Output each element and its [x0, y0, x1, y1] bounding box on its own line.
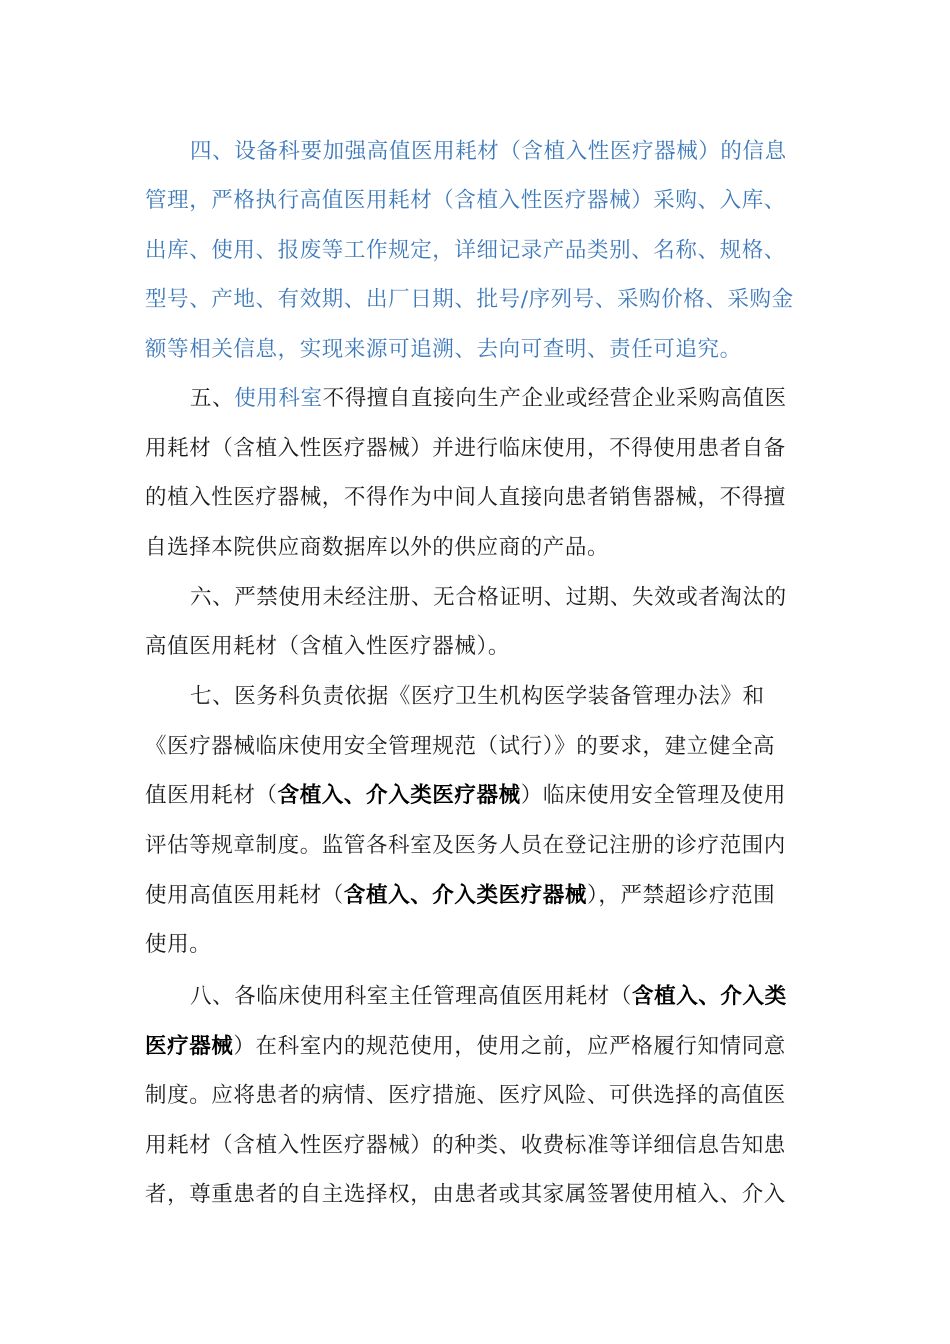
paragraph-8-line-4 [145, 1131, 786, 1161]
paragraph-4-line-5 [145, 335, 742, 365]
text-span: 《医疗器械临床使用安全管理规范（试行）》的要求，建立健全高 [145, 734, 776, 759]
paragraph-5-line-4 [145, 533, 609, 563]
text-span: 不得擅自直接向生产企业或经营企业采购高值医 [322, 386, 787, 411]
text-span-bold: 医疗器械 [145, 1034, 234, 1059]
paragraph-4-line-3 [145, 236, 786, 266]
text-span: ）临床使用安全管理及使用 [520, 783, 786, 808]
text-span: 使用高值医用耗材（ [145, 883, 344, 908]
text-span-highlight: 使用科室 [234, 386, 323, 411]
paragraph-8-line-2 [145, 1032, 786, 1062]
text-span: 八、各临床使用科室主任管理高值医用耗材（ [190, 984, 633, 1009]
text-span-bold: 含植入、介入类医疗器械 [343, 883, 588, 908]
text-span: 用耗材（含植入性医疗器械）的种类、收费标准等详细信息告知患 [145, 1133, 786, 1158]
paragraph-5-line-3 [145, 483, 786, 513]
text-span: 五、 [190, 386, 235, 411]
paragraph-8-line-3 [145, 1081, 786, 1111]
text-span: 评估等规章制度。监管各科室及医务人员在登记注册的诊疗范围内 [145, 833, 786, 858]
text-span: 型号、产地、有效期、出厂日期、批号/序列号、采购价格、采购金 [145, 287, 794, 312]
text-span: 制度。应将患者的病情、医疗措施、医疗风险、可供选择的高值医 [145, 1083, 786, 1108]
text-span: ）在科室内的规范使用，使用之前，应严格履行知情同意 [233, 1034, 786, 1059]
text-span: 管理，严格执行高值医用耗材（含植入性医疗器械）采购、入库、 [145, 188, 786, 213]
text-span: 出库、使用、报废等工作规定，详细记录产品类别、名称、规格、 [145, 238, 786, 263]
paragraph-5-line-1 [190, 384, 787, 414]
paragraph-8-line-5 [145, 1180, 786, 1210]
paragraph-6-line-2 [145, 632, 510, 662]
paragraph-4-line-2 [145, 186, 786, 216]
text-span: 值医用耗材（ [145, 783, 278, 808]
paragraph-8-line-1 [190, 982, 787, 1012]
text-span: 额等相关信息，实现来源可追溯、去向可查明、责任可追究。 [145, 337, 742, 362]
text-span: 者，尊重患者的自主选择权，由患者或其家属签署使用植入、介入 [145, 1182, 786, 1207]
text-span: ），严禁超诊疗范围 [587, 883, 776, 908]
text-span: 的植入性医疗器械，不得作为中间人直接向患者销售器械，不得擅 [145, 485, 786, 510]
text-span-bold: 含植入、介入类医疗器械 [277, 783, 521, 808]
text-span: 六、严禁使用未经注册、无合格证明、过期、失效或者淘汰的 [190, 585, 787, 610]
text-span: 七、医务科负责依据《医疗卫生机构医学装备管理办法》和 [190, 684, 765, 709]
text-span-bold: 含植入、介入类 [632, 984, 787, 1009]
text-span: 高值医用耗材（含植入性医疗器械）。 [145, 634, 510, 659]
text-span: 使用。 [145, 932, 212, 957]
paragraph-6-line-1 [190, 583, 787, 613]
text-span: 用耗材（含植入性医疗器械）并进行临床使用，不得使用患者自备 [145, 436, 786, 461]
paragraph-7-line-3 [145, 781, 786, 811]
text-span: 自选择本院供应商数据库以外的供应商的产品。 [145, 535, 610, 560]
paragraph-7-line-4 [145, 831, 786, 861]
paragraph-4-line-1 [190, 137, 787, 167]
paragraph-4-line-4 [145, 285, 794, 315]
paragraph-7-line-2 [145, 732, 775, 762]
paragraph-7-line-6 [145, 930, 211, 960]
paragraph-5-line-2 [145, 434, 786, 464]
paragraph-7-line-5 [145, 881, 775, 911]
text-span: 四、设备科要加强高值医用耗材（含植入性医疗器械）的信息 [190, 139, 787, 164]
paragraph-7-line-1 [190, 682, 765, 712]
